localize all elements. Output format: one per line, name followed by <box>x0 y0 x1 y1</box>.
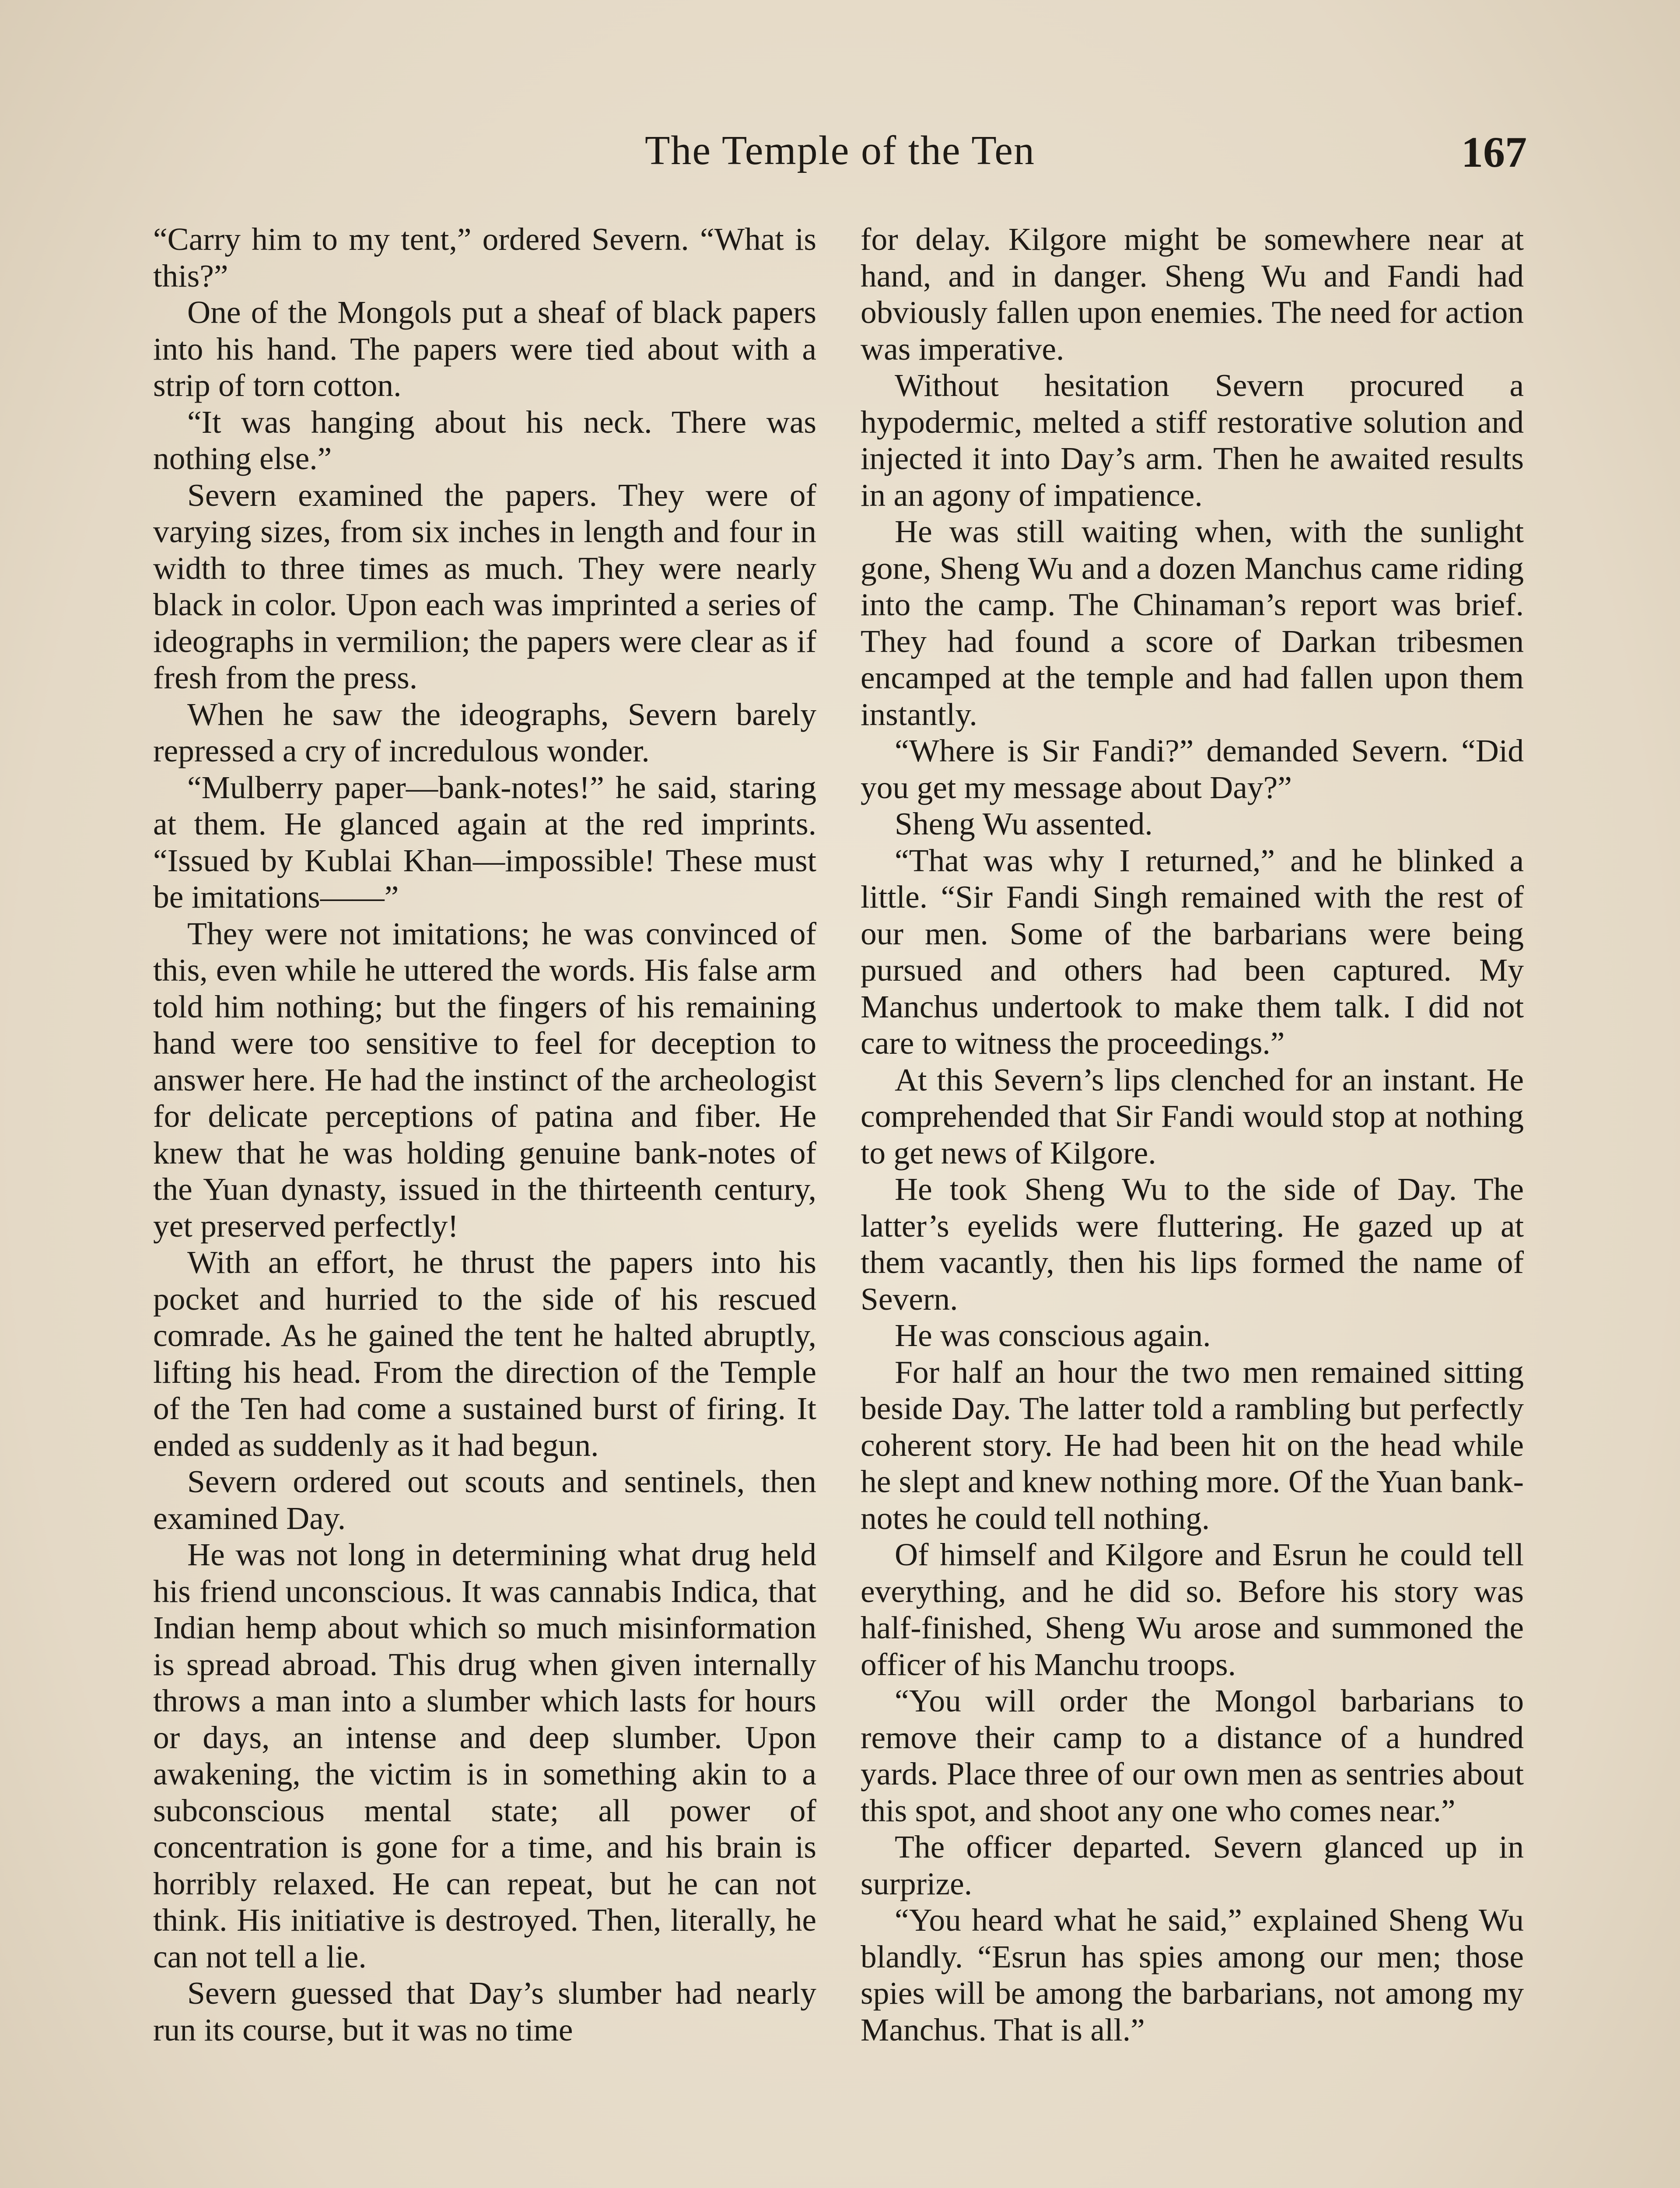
paragraph: One of the Mongols put a sheaf of black papers into his hand. The papers were tied about with a strip of torn cotton. <box>153 295 816 403</box>
paragraph: The officer departed. Severn glanced up in surprize. <box>861 1829 1524 1901</box>
paragraph: “You will order the Mongol barbarians to remove their camp to a distance of a hundred yards. Place three of our own men as sentries about this spot, and shoot any one who comes near.” <box>861 1683 1524 1828</box>
left-column <box>153 221 816 2048</box>
paragraph: He was not long in determining what drug held his friend unconscious. It was cannabis Indica, that Indian hemp about which so much misinformation is spread abroad. This drug when given internally throws a man into a slumber which lasts for hours or days, an intense and deep slumber. Upon awakening, the victim is in something akin to a subconscious mental state; all power of concentration is gone for a time, and his brain is horribly relaxed. He can repeat, but he can not think. His initiative is destroyed. Then, literally, he can not tell a lie. <box>153 1537 816 1974</box>
paragraph: Severn examined the papers. They were of varying sizes, from six inches in length and four in width to three times as much. They were nearly black in color. Upon each was imprinted a series of ideographs in vermilion; the papers were clear as if fresh from the press. <box>153 477 816 695</box>
paragraph: “You heard what he said,” explained Sheng Wu blandly. “Esrun has spies among our men; those spies will be among the barbarians, not among my Manchus. That is all.” <box>861 1902 1524 2048</box>
paragraph: “Mulberry paper—bank-notes!” he said, staring at them. He glanced again at the red imprints. “Issued by Kublai Khan—impossible! These must be imitations——” <box>153 769 816 915</box>
right-column <box>861 221 1524 2048</box>
page-header <box>153 127 1527 184</box>
paragraph: At this Severn’s lips clenched for an instant. He comprehended that Sir Fandi would stop at nothing to get news of Kilgore. <box>861 1062 1524 1171</box>
paragraph: He was still waiting when, with the sunlight gone, Sheng Wu and a dozen Manchus came riding into the camp. The Chinaman’s report was brief. They had found a score of Darkan tribesmen encamped at the temple and had fallen upon them instantly. <box>861 514 1524 732</box>
paragraph: “That was why I returned,” and he blinked a little. “Sir Fandi Singh remained with the rest of our men. Some of the barbarians were being pursued and others had been captured. My Manchus undertook to make them talk. I did not care to witness the proceedings.” <box>861 842 1524 1061</box>
paragraph: “Where is Sir Fandi?” demanded Severn. “Did you get my message about Day?” <box>861 733 1524 805</box>
running-title: The Temple of the Ten <box>645 128 1035 173</box>
paragraph: “Carry him to my tent,” ordered Severn. “What is this?” <box>153 221 816 294</box>
paragraph: Without hesitation Severn procured a hypodermic, melted a stiff restorative solution and injected it into Day’s arm. Then he awaited results in an agony of impatience. <box>861 368 1524 513</box>
paragraph: For half an hour the two men remained sitting beside Day. The latter told a rambling but perfectly coherent story. He had been hit on the head while he slept and knew nothing more. Of the Yuan bank-notes he could tell nothing. <box>861 1354 1524 1536</box>
paragraph: Severn guessed that Day’s slumber had nearly run its course, but it was no time <box>153 1975 816 2048</box>
paragraph: “It was hanging about his neck. There was nothing else.” <box>153 404 816 476</box>
page-number: 167 <box>1461 128 1527 176</box>
paragraph: He took Sheng Wu to the side of Day. The latter’s eyelids were fluttering. He gazed up at them vacantly, then his lips formed the name of Severn. <box>861 1171 1524 1317</box>
paragraph: He was conscious again. <box>895 1318 1211 1353</box>
paragraph: Of himself and Kilgore and Esrun he could tell everything, and he did so. Before his story was half-finished, Sheng Wu arose and summoned the officer of his Manchu troops. <box>861 1537 1524 1682</box>
paragraph: With an effort, he thrust the papers into his pocket and hurried to the side of his rescued comrade. As he gained the tent he halted abruptly, lifting his head. From the direction of the Temple of the Ten had come a sustained burst of firing. It ended as suddenly as it had begun. <box>153 1245 816 1463</box>
paragraph: When he saw the ideographs, Severn barely repressed a cry of incredulous wonder. <box>153 696 816 768</box>
paragraph: They were not imitations; he was convinced of this, even while he uttered the words. His false arm told him nothing; but the fingers of his remaining hand were too sensitive to feel for deception to answer here. He had the instinct of the archeologist for delicate perceptions of patina and fiber. He knew that he was holding genuine bank-notes of the Yuan dynasty, issued in the thirteenth century, yet preserved perfectly! <box>153 915 816 1244</box>
paragraph: Severn ordered out scouts and sentinels, then examined Day. <box>153 1464 816 1536</box>
paragraph: for delay. Kilgore might be somewhere near at hand, and in danger. Sheng Wu and Fandi had obviously fallen upon enemies. The need for action was imperative. <box>861 221 1524 367</box>
paragraph: Sheng Wu assented. <box>895 806 1153 842</box>
